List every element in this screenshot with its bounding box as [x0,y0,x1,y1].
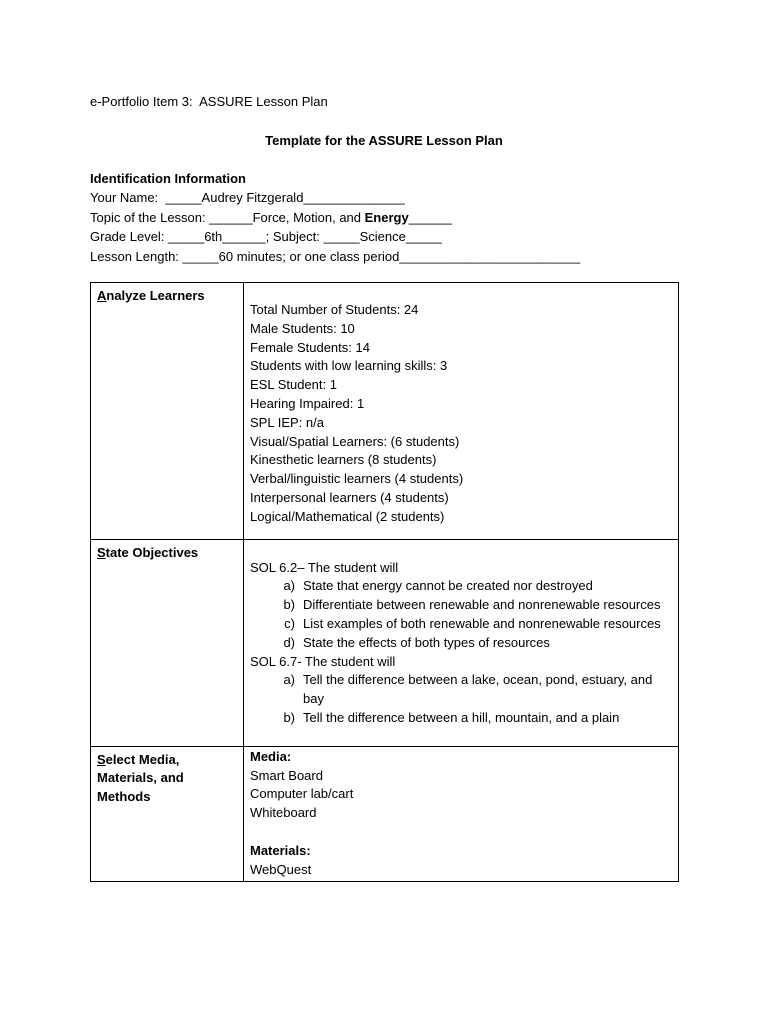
objectives-label-rest: tate Objectives [105,544,199,560]
list-item [250,596,672,615]
topic-bold-word: Energy [364,209,409,225]
sol-heading: SOL 6.2– The student will [250,559,399,575]
identification-section [90,169,580,266]
identification-heading: Identification Information [90,171,246,186]
list-item [250,709,672,728]
learner-stat: Female Students: 14 [250,339,370,355]
item-text: State that energy cannot be created nor destroyed [303,578,593,594]
item-text: Tell the difference between a lake, ocean, pond, estuary, and bay [303,672,653,707]
objectives-label-cell [91,539,244,746]
analyze-label-rest: nalyze Learners [106,288,205,303]
item-letter: b) [283,709,295,725]
objectives-label [91,540,243,567]
topic-prefix: Topic of the Lesson: ______Force, Motion, and [90,209,365,225]
learner-stat: Students with low learning skills: 3 [250,358,448,374]
learner-stat: Total Number of Students: 24 [250,302,419,317]
media-item: Whiteboard [250,805,317,821]
sol-heading: SOL 6.7- The student will [250,653,396,669]
learner-stat: Male Students: 10 [250,320,355,336]
list-item [250,615,672,634]
learner-stat: Verbal/linguistic learners (4 students) [250,471,464,487]
materials-heading: Materials: [250,842,311,858]
portfolio-item-line: e-Portfolio Item 3: ASSURE Lesson Plan [90,94,328,109]
topic-line [90,208,580,227]
item-letter: c) [284,615,295,631]
materials-item: WebQuest [250,861,312,877]
topic-suffix: ______ [408,209,453,225]
grade-subject-line: Grade Level: _____6th______; Subject: _____Science_____ [90,229,443,245]
media-content-cell [244,746,679,882]
sol2-items [250,671,672,727]
analyze-label-cell [91,283,244,540]
analyze-label [91,283,243,310]
item-letter: a) [283,672,295,688]
objectives-list [244,540,678,746]
learner-stat: Interpersonal learners (4 students) [250,489,449,505]
objectives-row [91,539,679,746]
list-item [250,577,672,596]
page-title: Template for the ASSURE Lesson Plan [265,133,503,148]
spacer [250,823,672,842]
list-item [250,671,672,709]
sol1-items [250,577,672,652]
lesson-length-line: Lesson Length: _____60 minutes; or one class period_________________________ [90,248,581,264]
analyze-label-initial: A [97,288,107,303]
media-label [91,747,213,811]
item-text: Differentiate between renewable and nonrenewable resources [303,597,661,613]
name-line: Your Name: _____Audrey Fitzgerald______________ [90,190,405,206]
learner-stat: Hearing Impaired: 1 [250,395,365,411]
analyze-content-cell [244,283,679,540]
media-heading: Media: [250,748,292,764]
analyze-row [91,283,679,540]
media-label-rest: elect Media, Materials, and Methods [97,751,184,804]
analyze-list [244,283,678,539]
learner-stat: Kinesthetic learners (8 students) [250,452,437,468]
media-item: Computer lab/cart [250,786,354,802]
objectives-label-initial: S [97,544,106,560]
media-list [244,747,678,882]
list-item [250,634,672,653]
item-letter: b) [283,597,295,613]
objectives-content-cell [244,539,679,746]
item-letter: a) [283,578,295,594]
assure-table [90,282,679,882]
learner-stat: SPL IEP: n/a [250,414,324,430]
item-text: Tell the difference between a hill, mountain, and a plain [303,709,620,725]
media-row [91,746,679,882]
media-item: Smart Board [250,767,323,783]
learner-stat: Logical/Mathematical (2 students) [250,508,445,524]
learner-stat: ESL Student: 1 [250,377,337,393]
media-label-initial: S [97,751,106,767]
item-text: State the effects of both types of resources [303,634,550,650]
item-letter: d) [283,634,295,650]
media-label-cell [91,746,244,882]
learner-stat: Visual/Spatial Learners: (6 students) [250,433,460,449]
item-text: List examples of both renewable and nonrenewable resources [303,615,661,631]
